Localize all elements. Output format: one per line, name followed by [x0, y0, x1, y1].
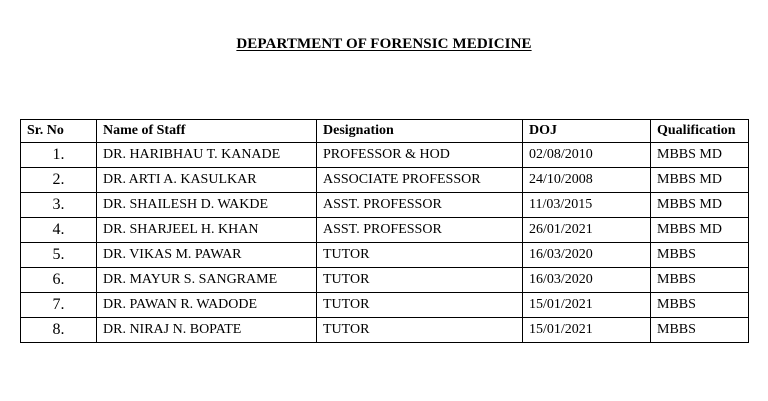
header-qualification: Qualification [651, 120, 749, 143]
cell-sr-no: 6. [21, 268, 97, 293]
cell-doj: 15/01/2021 [523, 293, 651, 318]
table-row [21, 143, 749, 168]
cell-qualification: MBBS MD [651, 143, 749, 168]
cell-doj: 26/01/2021 [523, 218, 651, 243]
table-row [21, 168, 749, 193]
table-row [21, 268, 749, 293]
header-doj: DOJ [523, 120, 651, 143]
cell-name: DR. ARTI A. KASULKAR [97, 168, 317, 193]
cell-sr-no: 8. [21, 318, 97, 343]
cell-qualification: MBBS [651, 318, 749, 343]
page-title: DEPARTMENT OF FORENSIC MEDICINE [236, 36, 532, 52]
table-row [21, 243, 749, 268]
cell-sr-no: 3. [21, 193, 97, 218]
table-row [21, 318, 749, 343]
staff-table [20, 119, 749, 343]
cell-designation: TUTOR [317, 268, 523, 293]
cell-qualification: MBBS [651, 268, 749, 293]
cell-name: DR. HARIBHAU T. KANADE [97, 143, 317, 168]
cell-sr-no: 5. [21, 243, 97, 268]
header-sr-no: Sr. No [21, 120, 97, 143]
cell-doj: 24/10/2008 [523, 168, 651, 193]
cell-sr-no: 4. [21, 218, 97, 243]
cell-name: DR. VIKAS M. PAWAR [97, 243, 317, 268]
table-row [21, 193, 749, 218]
cell-designation: ASST. PROFESSOR [317, 218, 523, 243]
cell-qualification: MBBS MD [651, 193, 749, 218]
cell-designation: ASST. PROFESSOR [317, 193, 523, 218]
cell-qualification: MBBS [651, 243, 749, 268]
cell-doj: 02/08/2010 [523, 143, 651, 168]
cell-qualification: MBBS MD [651, 218, 749, 243]
cell-doj: 15/01/2021 [523, 318, 651, 343]
cell-name: DR. MAYUR S. SANGRAME [97, 268, 317, 293]
cell-sr-no: 1. [21, 143, 97, 168]
cell-name: DR. PAWAN R. WADODE [97, 293, 317, 318]
cell-sr-no: 7. [21, 293, 97, 318]
cell-designation: TUTOR [317, 293, 523, 318]
cell-name: DR. NIRAJ N. BOPATE [97, 318, 317, 343]
cell-name: DR. SHARJEEL H. KHAN [97, 218, 317, 243]
cell-designation: ASSOCIATE PROFESSOR [317, 168, 523, 193]
cell-doj: 11/03/2015 [523, 193, 651, 218]
cell-name: DR. SHAILESH D. WAKDE [97, 193, 317, 218]
cell-designation: PROFESSOR & HOD [317, 143, 523, 168]
cell-qualification: MBBS [651, 293, 749, 318]
cell-sr-no: 2. [21, 168, 97, 193]
cell-doj: 16/03/2020 [523, 243, 651, 268]
cell-designation: TUTOR [317, 318, 523, 343]
header-designation: Designation [317, 120, 523, 143]
table-header-row [21, 120, 749, 143]
header-name-of-staff: Name of Staff [97, 120, 317, 143]
table-row [21, 218, 749, 243]
cell-doj: 16/03/2020 [523, 268, 651, 293]
cell-qualification: MBBS MD [651, 168, 749, 193]
cell-designation: TUTOR [317, 243, 523, 268]
table-row [21, 293, 749, 318]
